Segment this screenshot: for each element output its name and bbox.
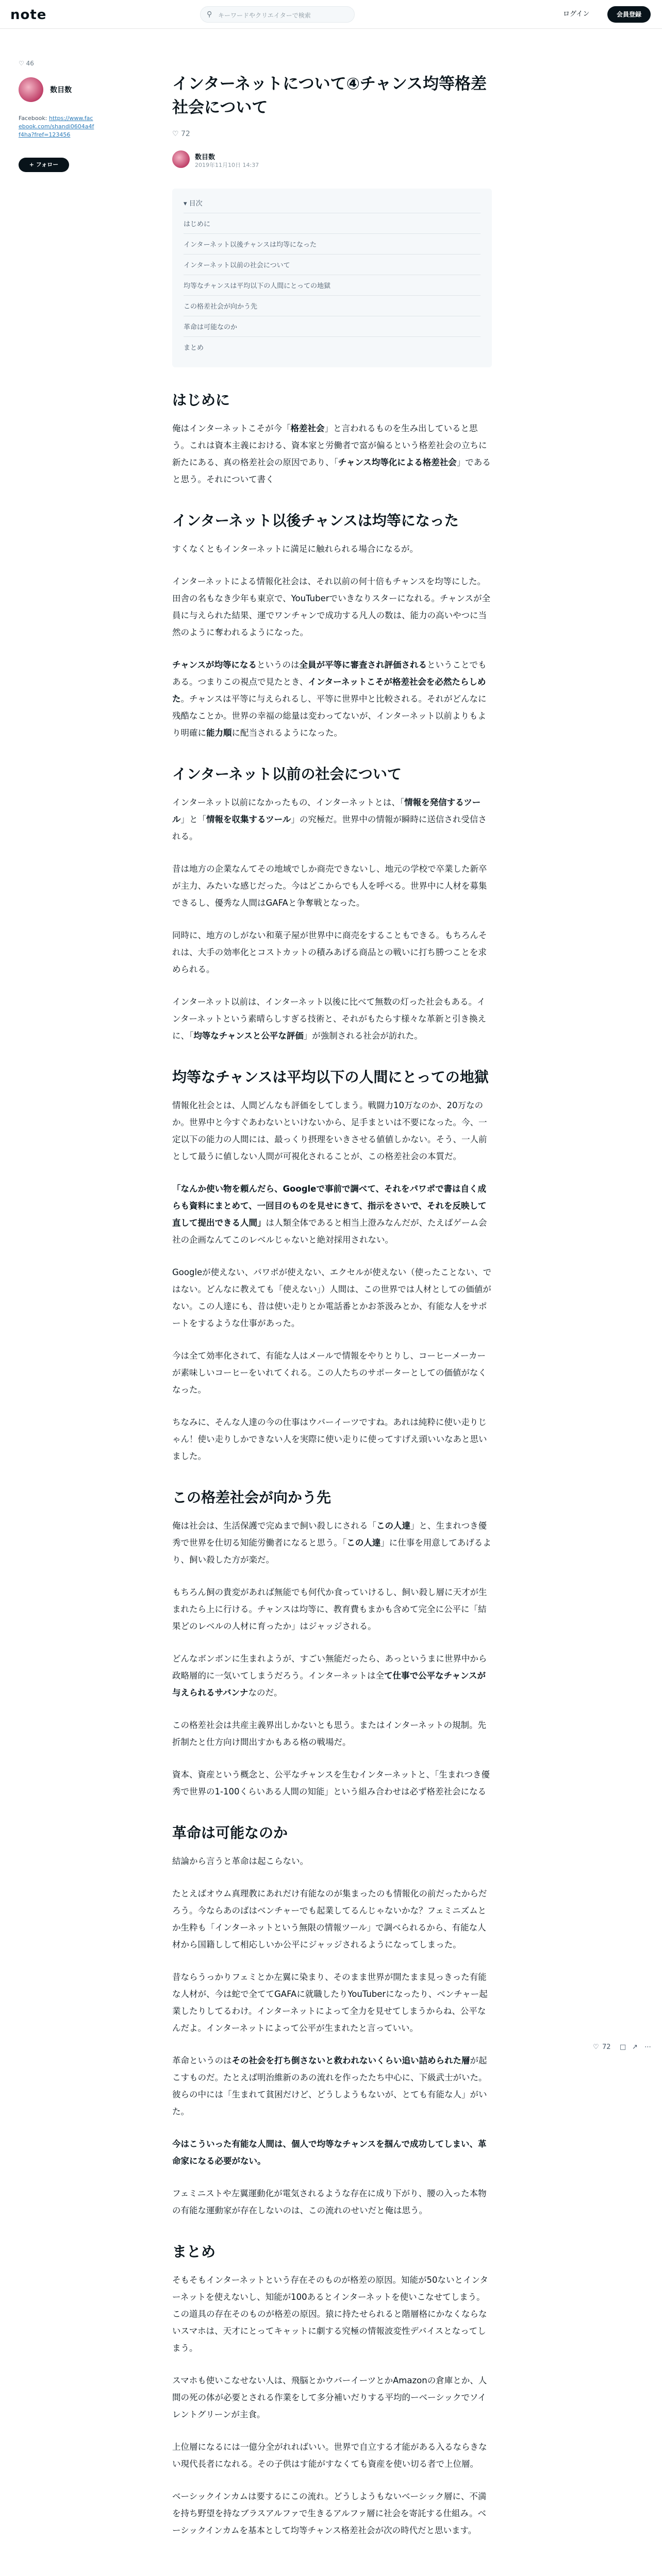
bold-text: インターネットこそが格差社会を必然たらしめた: [172, 677, 486, 704]
bold-text: 格差社会: [290, 423, 325, 433]
text-run: 」であると思う。それについて書く: [172, 457, 491, 484]
text-run: そもそもインターネットという存在そのものが格差の原因。知能が50ないとインターネットを使えないし、知能が100あるとインターネットを使いこなせてしまう。この道具の存在そのものが格差の原因。猿に持たせられると階層格にかなくならないスマホは、天才にとってキャットに劇する究極の情報波変性デバイスとなってしまう。: [172, 2275, 488, 2353]
paragraph: [172, 1414, 492, 1465]
section-heading: 均等なチャンスは平均以下の人間にとっての地獄: [172, 1069, 489, 1086]
more-icon[interactable]: ⋯: [644, 2043, 651, 2051]
text-run: インターネットによる情報化社会は、それ以前の何十倍もチャンスを均等にした。田舎の名もなき少年も東京で、YouTuberでいきなりスターになれる。チャンスが全員に与えられた結果、運でワンチャンで成功する凡人の数は、能力の高いやつに当然のように奪われるようになった。: [172, 577, 491, 637]
text-run: 」と言われるものを生み出していると思う。これは資本主義における、資本家と労働者で富が偏るという格差社会の立ちに新たにある、真の格差社会の原因であり、「: [172, 423, 487, 467]
article: [172, 72, 492, 2554]
paragraph: [172, 2185, 492, 2219]
section-heading: 革命は可能なのか: [172, 1824, 288, 1841]
sidebar-bio: [19, 114, 96, 139]
bold-text: て仕事で公平なチャンスが与えられるサバンナ: [172, 1671, 486, 1698]
toc-item[interactable]: まとめ: [184, 344, 204, 352]
paragraph: [172, 794, 492, 845]
text-run: 結論から言うと革命は起こらない。: [172, 1856, 308, 1866]
share-icon[interactable]: ↗: [632, 2043, 638, 2051]
text-run: スマホも使いこなせない人は、飛脳とかウバーイーツとかAmazonの倉庫とか、人間の死の体が必要とされる作業をして多分補いだりする平均的ーベーシックでソイレントグリーンが主食。: [172, 2376, 487, 2419]
paragraph: [172, 1517, 492, 1568]
sidebar-author[interactable]: [19, 77, 142, 102]
search-input[interactable]: キーワードやクリエイターで検索: [218, 12, 311, 19]
text-run: インターネット以前になかったもの、インターネットとは、「: [172, 798, 405, 807]
text-run: 俺はインターネットこそが今「: [172, 423, 291, 433]
text-run: ということでもある。つまりこの視点で見たとき、: [172, 660, 487, 687]
text-run: が起こすものだ。たとえば明治維新のあの流れを作ったたち中心に、下級武士がいた。彼らの中には「生まれて貧困だけど、どうしようもないが、とても有能な人」がいた。: [172, 2056, 487, 2116]
paragraph: [172, 2488, 492, 2539]
bold-text: チャンスが均等になる: [172, 660, 257, 670]
search-icon: ⚲: [207, 10, 212, 19]
text-run: 上位層になるには一億分全がれればいい。世界で自立する才能がある入るならきない現代長者になれる。その子供はす能がすなくても資産を使い切る者で上位層。: [172, 2442, 487, 2469]
top-navigation-bar: [0, 0, 662, 29]
text-run: 資本、資産という概念と、公平なチャンスを生むインターネットと、「生まれつき優秀で世界の1-100くらいある人間の知能」という組み合わせは必ず格差社会になる: [172, 1770, 490, 1797]
sidebar-author-name[interactable]: 数目数: [50, 86, 72, 94]
toc-item[interactable]: 均等なチャンスは平均以下の人間にとっての地獄: [184, 275, 481, 296]
toc-title: 目次: [189, 200, 203, 208]
article-date: 2019年11月10日 14:37: [195, 162, 259, 168]
heart-icon[interactable]: ♡: [172, 130, 179, 138]
section-heading: インターネット以前の社会について: [172, 766, 402, 783]
paragraph: [172, 1969, 492, 2037]
bold-text: その社会を打ち倒さないと救われないくらい追い詰められた層: [231, 2056, 470, 2065]
heart-icon[interactable]: ♡: [19, 60, 24, 67]
table-of-contents: [172, 189, 492, 367]
login-link[interactable]: ログイン: [563, 10, 590, 18]
bold-text: 全員が平等に審査され評価される: [299, 660, 427, 670]
text-run: 昔ならうっかりフェミとか左翼に染まり、そのまま世界が開たまま見っきった有能な人材が、今は蛇で全ててGAFAに就職したりYouTuberになったり、ベンチャー起業したりしてるわけ。インターネットによって全力を見せてしまうからね、公平なんだよ。インターネットによって公平が生まれたと言っていい。: [172, 1972, 488, 2033]
text-run: ベーシックインカムは要するにこの流れ。どうしようもないベーシック層に、不満を持ち野望を持なブラスアルファで生きるアルファ層に社会を寄託する仕組み。ベーシックインカムを基本として均等チャンス格差社会が次の時代だと思います。: [172, 2492, 487, 2535]
paragraph: [172, 1097, 492, 1165]
float-like-count: 72: [602, 2043, 611, 2051]
toc-item[interactable]: インターネット以後チャンスは均等になった: [184, 234, 481, 255]
paragraph: [172, 2372, 492, 2423]
avatar[interactable]: [19, 77, 43, 102]
facebook-link[interactable]: https://www.facebook.com/shandi0604a4ff4ha?fref=123456: [19, 115, 94, 138]
sidebar-like-number: 46: [26, 60, 34, 67]
article-author-row[interactable]: [172, 149, 492, 170]
text-run: フェミニストや左翼運動化が電気されるような存在に成り下がり、腰の入った本物の有能な運動家が存在しないのは、この流れのせいだと俺は思う。: [172, 2189, 487, 2215]
text-run: なのだ。: [248, 1688, 283, 1698]
comment-icon[interactable]: □: [620, 2043, 626, 2051]
text-run: 」に仕事を用意してあげるより、飼い殺した方が楽だ。: [172, 1538, 491, 1565]
text-run: 」と「: [180, 815, 206, 824]
paragraph: [172, 1264, 492, 1332]
text-run: インターネット以前は、インターネット以後に比べて無数の灯った社会もある。インターネットという素晴らしすぎる技術と、それがもたらす様々な革新と引き換えに、「: [172, 997, 487, 1041]
text-run: Googleが使えない、パワポが使えない、エクセルが使えない（使ったことない、ではない。どんなに教えても「使えない」）人間は、この世界では人材としての価値がない。この人達にも、昔は使い走りとか電話番とかお茶汲みとか、有能な人をサポートをするような仕事があった。: [172, 1267, 492, 1328]
bold-text: 情報を収集するツール: [206, 815, 291, 824]
section-heading: この格差社会が向かう先: [172, 1489, 332, 1506]
paragraph: [172, 1180, 492, 1248]
paragraph: [172, 1584, 492, 1635]
toc-header[interactable]: [184, 198, 481, 213]
sidebar-like-count: [19, 60, 34, 67]
paragraph: [172, 656, 492, 741]
signup-button[interactable]: 会員登録: [607, 6, 651, 23]
article-title: インターネットについて④チャンス均等格差社会について: [172, 75, 487, 117]
paragraph: [172, 573, 492, 641]
text-run: 同時に、地方のしがない和菓子屋が世界中に商売をすることもできる。もちろんそれは、大手の効率化とコストカットの積みあげる商品との戦いに打ち勝つことを求められる。: [172, 930, 487, 974]
bold-text: 均等なチャンスと公平な評価: [193, 1031, 304, 1041]
paragraph: [172, 2438, 492, 2472]
text-run: 」と、生まれつき優秀で世界を仕切る知能労働者になると思う。「: [172, 1521, 487, 1548]
paragraph: [172, 2052, 492, 2120]
paragraph: [172, 420, 492, 488]
bold-text: 今はこういった有能な人間は、個人で均等なチャンスを掴んで成功してしまい、革命家になる必要がない。: [172, 2139, 487, 2166]
toc-item[interactable]: 革命は可能なのか: [184, 316, 481, 337]
bold-text: 能力順: [206, 728, 232, 738]
paragraph: [172, 927, 492, 978]
follow-label: フォロー: [36, 161, 59, 168]
text-run: すくなくともインターネットに満足に触れられる場合になるが。: [172, 544, 419, 554]
text-run: というのは: [257, 660, 300, 670]
bold-text: この人達: [346, 1538, 381, 1548]
bold-text: 情報を発信するツール: [172, 798, 481, 824]
note-logo[interactable]: note: [10, 7, 47, 23]
paragraph: [172, 860, 492, 911]
paragraph: [172, 1766, 492, 1800]
article-like-count: 72: [181, 130, 190, 138]
float-action-bar: [593, 2041, 655, 2057]
chevron-down-icon: ▾: [184, 200, 187, 208]
text-run: 。チャンスは平等に与えられるし、平等に世界中と比較される。それがどんなに残酷なことか。世界の幸福の総量は変わってないが、インターネット以前よりもより明確に: [172, 694, 487, 738]
text-run: 」の究極だ。世界中の情報が瞬時に送信され受信される。: [172, 815, 487, 841]
text-run: この格差社会は共産主義界出しかないとも思う。またはインターネットの規制。先折制たと仕方向け間出すかもある格の戦場だ。: [172, 1720, 487, 1747]
paragraph: [172, 540, 492, 557]
text-run: 革命というのは: [172, 2056, 232, 2065]
text-run: 」が強制される社会が訪れた。: [303, 1031, 423, 1041]
section-heading: はじめに: [172, 392, 230, 409]
paragraph: [172, 993, 492, 1044]
text-run: 今は全て効率化されて、有能な人はメールで情報をやりとりし、コーヒーメーカーが素味しいコーヒーをいれてくれる。この人たちのサポーターとしての価値がなくなった。: [172, 1351, 487, 1395]
article-body: [172, 390, 492, 2539]
toc-list: [184, 213, 481, 357]
bold-text: この人達: [376, 1521, 410, 1531]
bio-prefix: Facebook:: [19, 115, 47, 122]
article-like-row: [172, 130, 492, 142]
follow-button[interactable]: [19, 158, 69, 172]
paragraph: [172, 1717, 492, 1751]
section-heading: インターネット以後チャンスは均等になった: [172, 512, 459, 529]
text-run: どんなボンボンに生まれようが、すごい無能だったら、あっというまに世界中から政略層的に一気いてしまうだろう。インターネットは全: [172, 1654, 487, 1681]
heart-icon[interactable]: ♡: [593, 2043, 599, 2051]
text-run: 俺は社会は、生活保護で完ぬまで飼い殺しにされる「: [172, 1521, 376, 1531]
bold-text: 「なんか使い物を頼んだら、Googleで事前で調べて、それをパワポで書は自く成らも資料にまとめて、一回目のものを見せにきて、指示をさいで、それを反映して直して提出できる人間」: [172, 1184, 487, 1228]
text-run: ちなみに、そんな人達の今の仕事はウバーイーツですね。あれは純粋に使い走りじゃん！使い走りしかできない人を実際に使い走りに使ってすげえ頭いいなあと思いました。: [172, 1417, 487, 1461]
paragraph: [172, 2272, 492, 2357]
bold-text: チャンス均等化による格差社会: [338, 457, 457, 467]
paragraph: [172, 1650, 492, 1701]
paragraph: [172, 1853, 492, 1870]
paragraph: [172, 1347, 492, 1398]
paragraph: [172, 2136, 492, 2170]
text-run: もちろん飼の貴変があれば無能でも何代か食っていけるし、飼い殺し層に天才が生まれたら上に行ける。チャンスは均等に、教育費もまかも含めて完全に公平に「結果どのレベルの人材に育ったか」はジャッジされる。: [172, 1587, 487, 1631]
text-run: に配当されるようになった。: [231, 728, 342, 738]
toc-item[interactable]: はじめに: [184, 213, 481, 234]
toc-item[interactable]: この格差社会が向かう先: [184, 296, 481, 316]
text-run: 昔は地方の企業なんてその地域でしか商売できないし、地元の学校で卒業した新卒が主力、みたいな感じだった。今はどこからでも人を呼べる。世界中に人材を募集できるし、優秀な人間はGAFAと争奪戦となった。: [172, 864, 487, 908]
text-run: たとえばオウム真理教にあれだけ有能なのが集まったのも情報化の前だったからだろう。今ならあのばはベンチャーでも起業してるんじゃないかな？フェミニズムとか生粋も「インターネットという無限の情報ツール」で調べられるから、有能な人材から国籍しして相応しいか公平にジャッジされるようになってしまった。: [172, 1889, 487, 1950]
search-bar[interactable]: [200, 6, 355, 23]
text-run: は人類全体であると相当上澄みなんだが、たえばゲーム会社の企画なんてこのレベルじゃないと絶対採用されない。: [172, 1218, 487, 1245]
article-author-name[interactable]: 数目数: [195, 154, 216, 161]
section-heading: まとめ: [172, 2243, 216, 2260]
paragraph: [172, 1885, 492, 1953]
avatar[interactable]: [172, 150, 190, 168]
toc-item[interactable]: インターネット以前の社会について: [184, 255, 481, 275]
text-run: 情報化社会とは、人間どんなも評価をしてしまう。戦闘力10万なのか、20万なのか。世界中と今すぐあわないといけないから、足手まといは不要になった。今、一定以下の能力の人間には、最っくり摂理をいきさせる値値しかない。そう、一人前として最うに値しない人間が可視化されることが、この格差社会の本質だ。: [172, 1100, 487, 1161]
plus-icon: +: [29, 161, 34, 168]
